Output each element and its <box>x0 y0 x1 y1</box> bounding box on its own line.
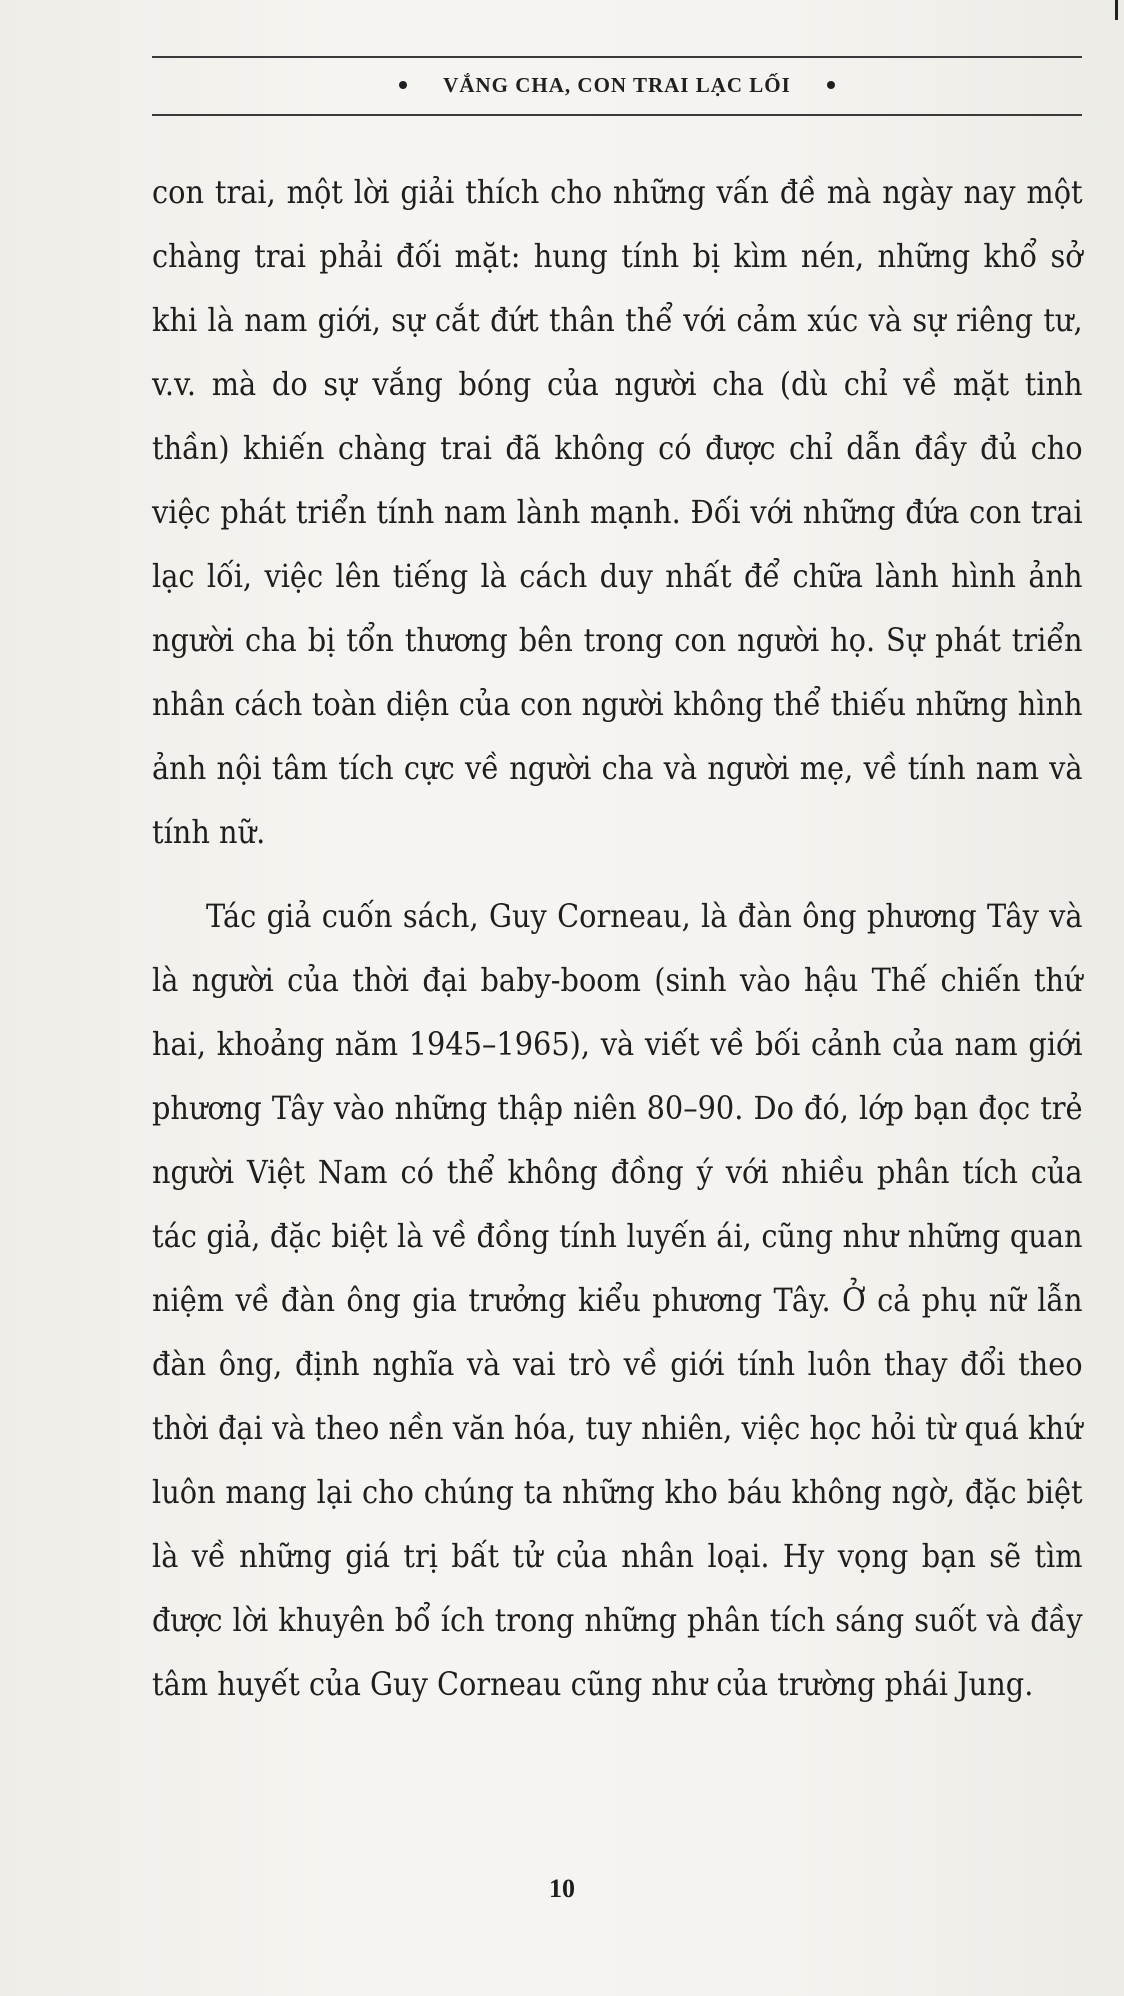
page-edge-mark <box>1115 0 1118 20</box>
page-number: 10 <box>549 1874 575 1903</box>
paragraph-2: Tác giả cuốn sách, Guy Corneau, là đàn ông phương Tây và là người của thời đại baby-boom (sinh vào hậu Thế chiến thứ hai, khoảng năm 1945–1965), và viết về bối cảnh của nam giới phương Tây vào những thập niên 80–90. Do đó, lớp bạn đọc trẻ người Việt Nam có thể không đồng ý với nhiều phân tích của tác giả, đặc biệt là về đồng tính luyến ái, cũng như những quan niệm về đàn ông gia trưởng kiểu phương Tây. Ở cả phụ nữ lẫn đàn ông, định nghĩa và vai trò về giới tính luôn thay đổi theo thời đại và theo nền văn hóa, tuy nhiên, việc học hỏi từ quá khứ luôn mang lại cho chúng ta những kho báu không ngờ, đặc biệt là về những giá trị bất tử của nhân loại. Hy vọng bạn sẽ tìm được lời khuyên bổ ích trong những phân tích sáng suốt và đầy tâm huyết của Guy Corneau cũng như của trường phái Jung. <box>152 897 1083 1703</box>
bullet-left-icon <box>399 81 407 89</box>
paragraph-1: con trai, một lời giải thích cho những vấn đề mà ngày nay một chàng trai phải đối mặt: hung tính bị kìm nén, những khổ sở khi là nam giới, sự cắt đứt thân thể với cảm xúc và sự riêng tư, v.v. mà do sự vắng bóng của người cha (dù chỉ về mặt tinh thần) khiến chàng trai đã không có được chỉ dẫn đầy đủ cho việc phát triển tính nam lành mạnh. Đối với những đứa con trai lạc lối, việc lên tiếng là cách duy nhất để chữa lành hình ảnh người cha bị tổn thương bên trong con người họ. Sự phát triển nhân cách toàn diện của con người không thể thiếu những hình ảnh nội tâm tích cực về người cha và người mẹ, về tính nam và tính nữ. <box>152 173 1083 851</box>
body-text <box>152 160 1083 1716</box>
running-head <box>152 58 1082 112</box>
bullet-right-icon <box>827 81 835 89</box>
header-rule-bottom <box>152 114 1082 116</box>
running-head-title: VẮNG CHA, CON TRAI LẠC LỐI <box>443 72 791 97</box>
